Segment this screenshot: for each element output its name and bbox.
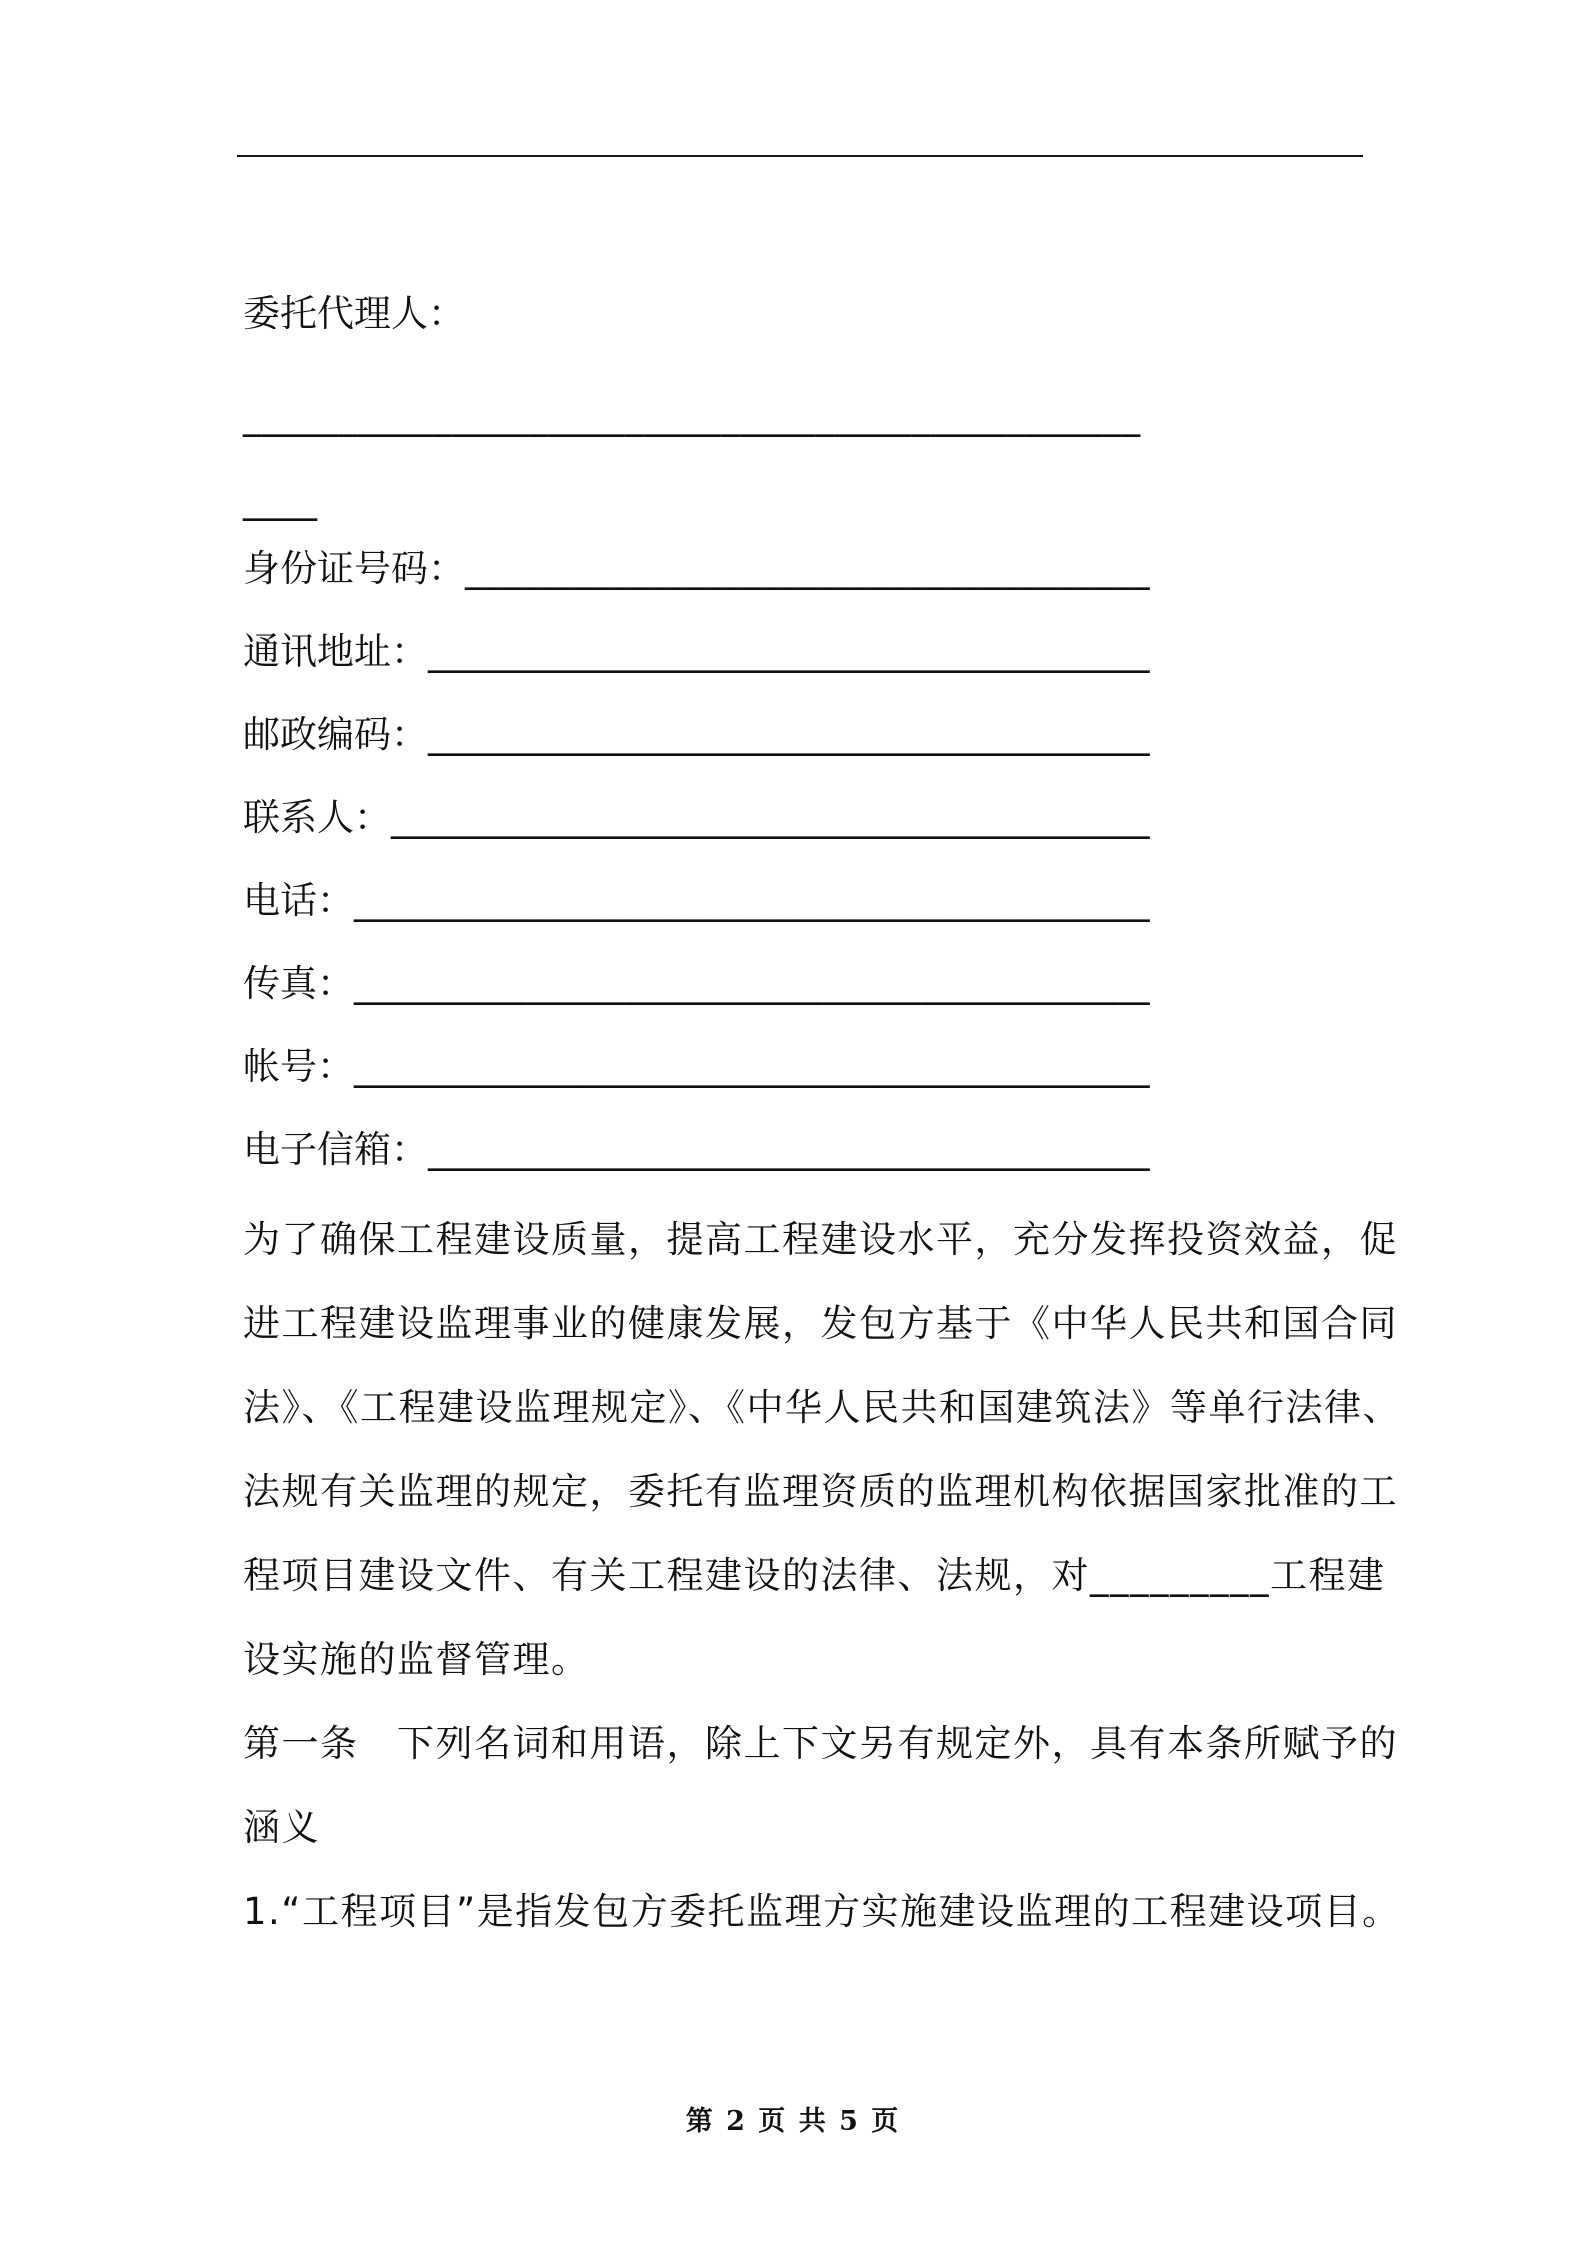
preamble-line: 程项目建设文件、有关工程建设的法律、法规，对_________工程建 xyxy=(243,1554,1386,1597)
address-field: 通讯地址：_______________________________________ xyxy=(243,630,1150,673)
article-1-line: 第一条 下列名词和用语，除上下文另有规定外，具有本条所赋予的 xyxy=(243,1722,1398,1765)
header-rule xyxy=(237,155,1363,157)
account-field: 帐号：___________________________________________ xyxy=(243,1045,1150,1088)
definition-item-1 xyxy=(243,1870,1401,1954)
article-1 xyxy=(243,1702,1398,1870)
preamble-line: 为了确保工程建设质量，提高工程建设水平，充分发挥投资效益，促 xyxy=(243,1218,1398,1261)
preamble-line: 设实施的监督管理。 xyxy=(243,1638,590,1681)
preamble-line: 法》、《工程建设监理规定》、《中华人民共和国建筑法》等单行法律、 xyxy=(243,1386,1401,1429)
page-number-footer: 第 2 页 共 5 页 xyxy=(685,2106,901,2137)
preamble-line: 进工程建设监理事业的健康发展，发包方基于《中华人民共和国合同 xyxy=(243,1302,1398,1345)
definition-item-1-text: 1.“工程项目”是指发包方委托监理方实施建设监理的工程建设项目。 xyxy=(243,1890,1401,1933)
contact-person-field: 联系人：_________________________________________ xyxy=(243,796,1150,839)
id-number-field: 身份证号码：_____________________________________ xyxy=(243,547,1150,590)
agent-blank-line-cont: ____ xyxy=(243,478,317,521)
phone-field: 电话：___________________________________________ xyxy=(243,879,1150,922)
agent-blank-line: _______________________________________________ xyxy=(243,394,1141,437)
article-1-line: 涵义 xyxy=(243,1806,320,1849)
preamble-paragraph xyxy=(243,1198,1401,1702)
preamble-line: 法规有关监理的规定，委托有监理资质的监理机构依据国家批准的工 xyxy=(243,1470,1398,1513)
fax-field: 传真：___________________________________________ xyxy=(243,962,1150,1005)
agent-label: 委托代理人： xyxy=(243,292,465,335)
postal-code-field: 邮政编码：_______________________________________ xyxy=(243,713,1150,756)
email-field: 电子信箱：_______________________________________ xyxy=(243,1128,1150,1171)
